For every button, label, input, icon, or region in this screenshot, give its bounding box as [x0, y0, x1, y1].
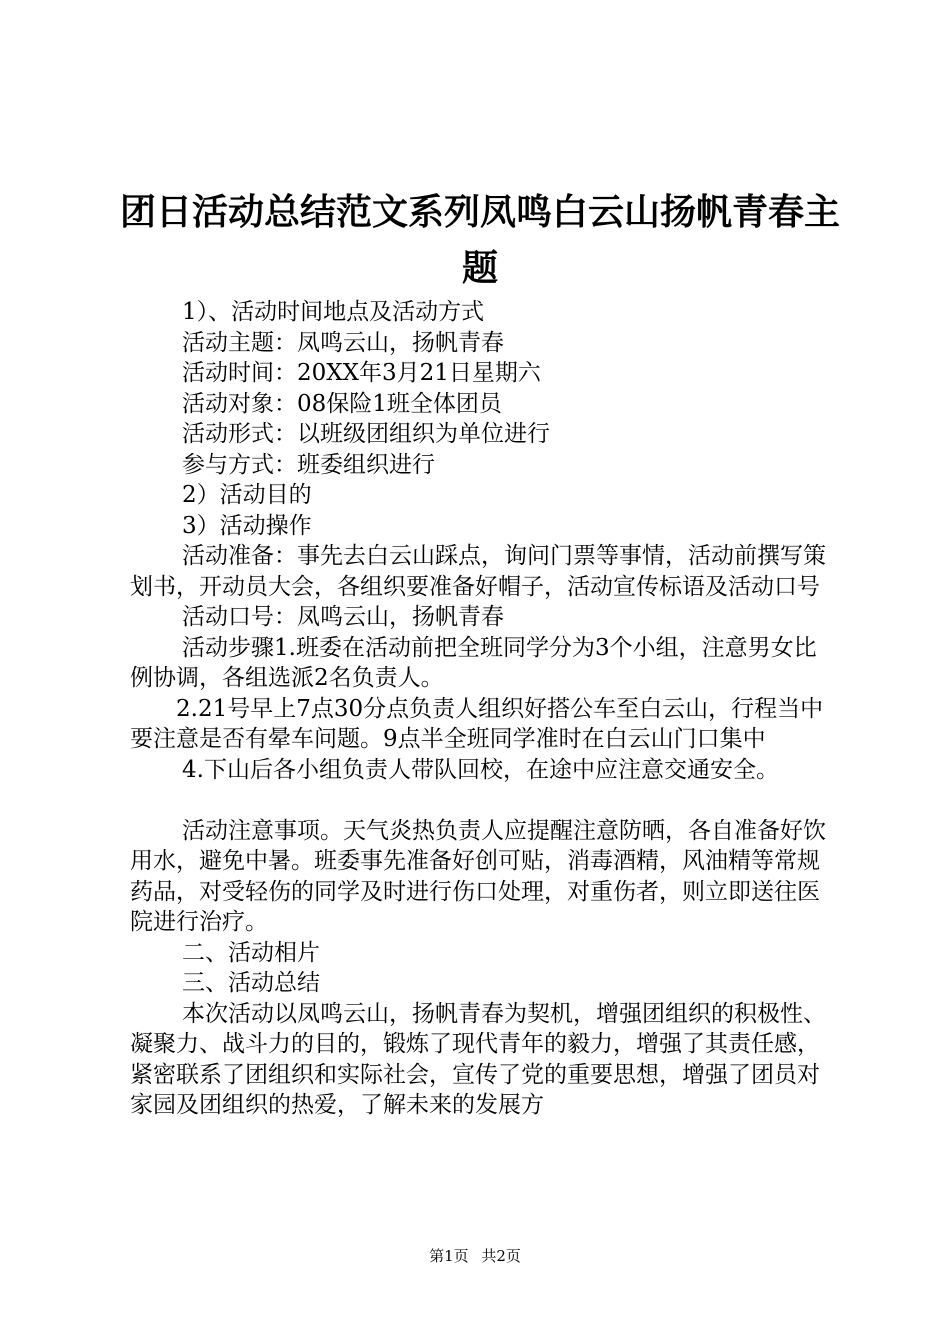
- page-total: 共2页: [481, 1247, 521, 1265]
- paragraph: 3）活动操作: [182, 512, 312, 539]
- paragraph: 活动口号：凤鸣云山，扬帆青春: [182, 604, 504, 630]
- paragraph: 活动主题：凤鸣云山，扬帆青春: [182, 329, 504, 356]
- document-body: [130, 297, 836, 1121]
- paragraph: 2.21号早上7点30分点负责人组织好搭公车至白云山，行程当中要注意是否有晕车问题。9点半全班同学准时在白云山门口集中: [130, 695, 824, 752]
- paragraph: 4.下山后各小组负责人带队回校，在途中应注意交通安全。: [182, 756, 779, 783]
- page-number: 第1页: [429, 1247, 469, 1265]
- paragraph: 参与方式：班委组织进行: [182, 451, 435, 478]
- paragraph: 活动注意事项。天气炎热负责人应提醒注意防晒，各自准备好饮用水，避免中暑。班委事先准备好创可贴，消毒酒精，风油精等常规药品，对受轻伤的同学及时进行伤口处理，对重伤者，则立即送往医院进行治疗。: [130, 817, 826, 935]
- paragraph: 活动形式：以班级团组织为单位进行: [182, 421, 550, 447]
- page-footer: [0, 1246, 950, 1266]
- paragraph: 本次活动以凤鸣云山，扬帆青春为契机，增强团组织的积极性、凝聚力、战斗力的目的，锻炼了现代青年的毅力，增强了其责任感，紧密联系了团组织和实际社会，宣传了党的重要思想，增强了团员对家园及团组织的热爱，了解未来的发展方: [130, 1000, 826, 1118]
- paragraph: 三、活动总结: [182, 970, 320, 996]
- paragraph: 1）、活动时间地点及活动方式: [182, 299, 485, 325]
- paragraph: 2）活动目的: [182, 482, 312, 508]
- paragraph-spacer: [130, 785, 836, 816]
- paragraph: 活动步骤1.班委在活动前把全班同学分为3个小组，注意男女比例协调，各组选派2名负责人。: [130, 634, 817, 691]
- document-title: 团日活动总结范文系列凤鸣白云山扬帆青春主题: [120, 192, 841, 289]
- paragraph: 活动对象：08保险1班全体团员: [182, 390, 502, 417]
- paragraph: 二、活动相片: [182, 939, 320, 966]
- paragraph: 活动时间：20XX年3月21日星期六: [182, 360, 541, 386]
- paragraph: 活动准备：事先去白云山踩点，询问门票等事情，活动前撰写策划书，开动员大会，各组织要准备好帽子，活动宣传标语及活动口号: [130, 543, 826, 600]
